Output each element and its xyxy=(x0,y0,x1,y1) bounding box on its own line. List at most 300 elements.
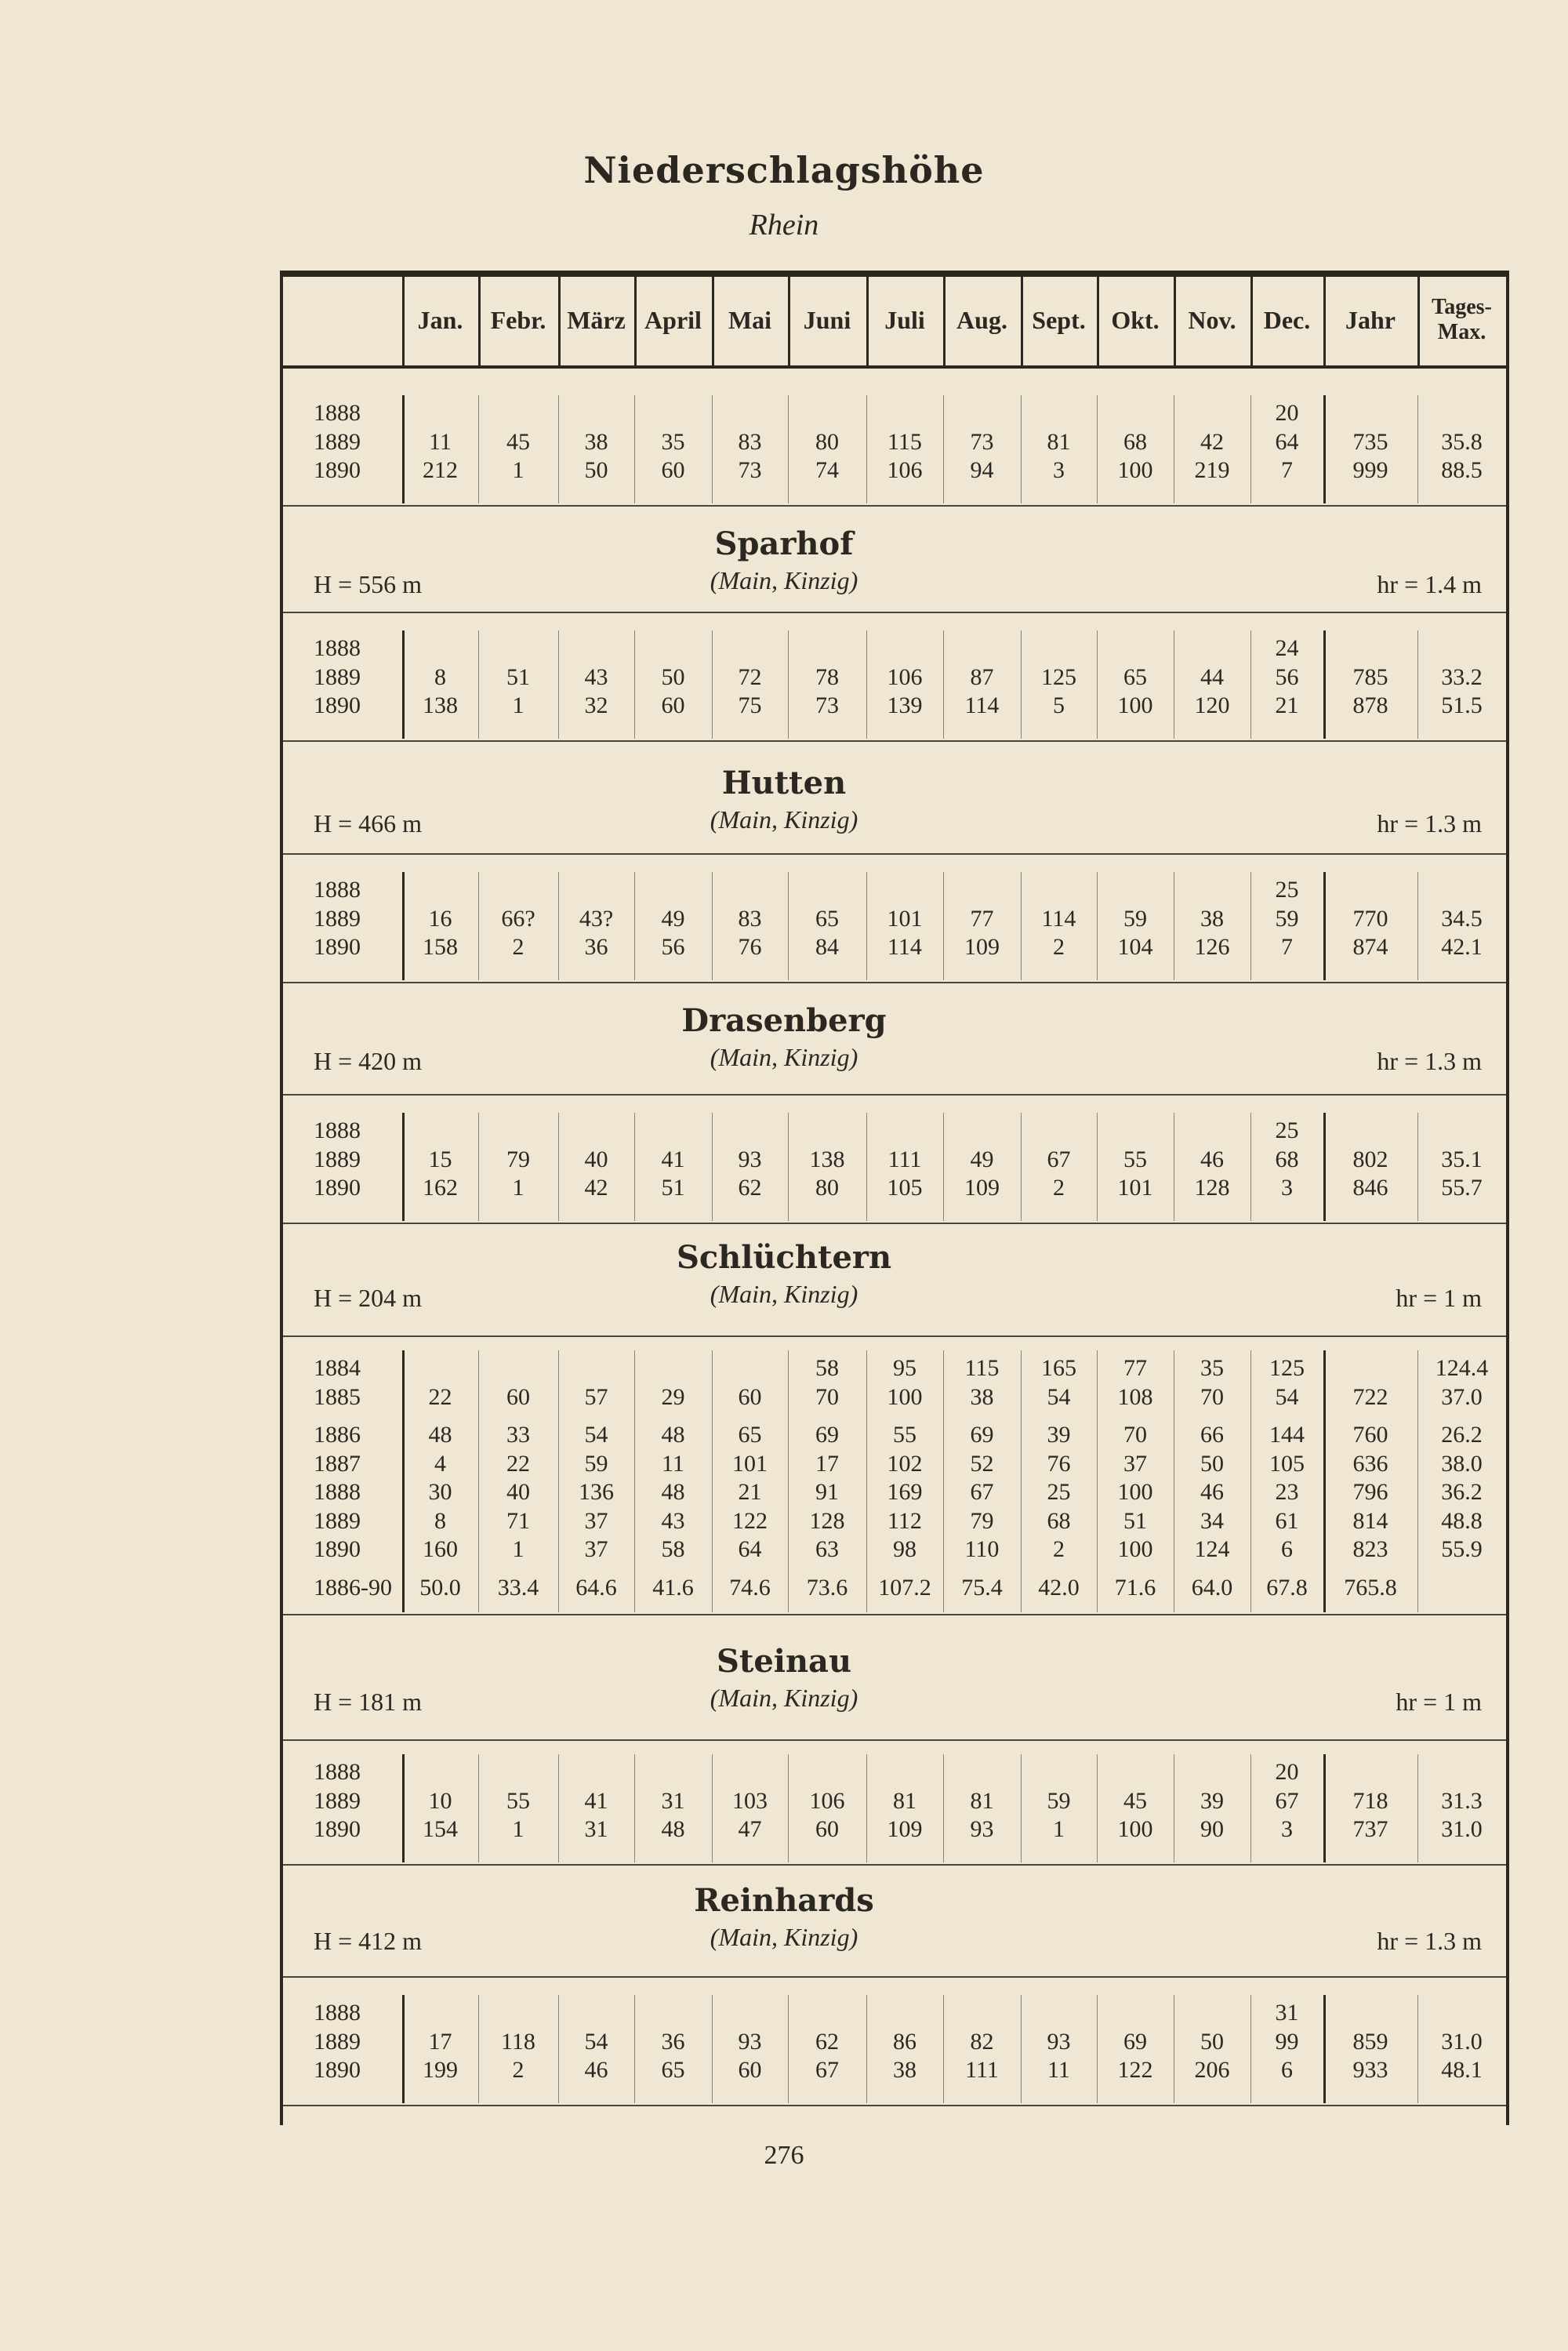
table-cell: 26.2 xyxy=(1441,1422,1483,1448)
table-cell: 2 xyxy=(1053,1536,1065,1562)
row-year: 1888 xyxy=(314,2000,361,2026)
header-top-rule xyxy=(283,274,1506,277)
section-rule xyxy=(283,1739,1506,1741)
table-cell: 64 xyxy=(1275,428,1299,455)
table-cell: 42 xyxy=(584,1175,608,1201)
table-cell: 81 xyxy=(970,1787,994,1814)
table-cell: 33.2 xyxy=(1441,663,1483,690)
table-cell: 16 xyxy=(428,905,452,932)
row-year: 1888 xyxy=(314,1117,361,1143)
table-cell: 60 xyxy=(661,457,685,483)
table-cell: 162 xyxy=(423,1175,458,1201)
station-name: Hutten xyxy=(721,765,847,801)
table-cell: 77 xyxy=(1123,1355,1147,1381)
table-cell: 81 xyxy=(893,1787,916,1814)
table-cell: 120 xyxy=(1194,692,1230,718)
table-cell: 112 xyxy=(887,1507,922,1534)
section-bottom-rule xyxy=(283,1614,1506,1615)
table-cell: 35 xyxy=(661,428,685,455)
table-cell: 76 xyxy=(1047,1450,1071,1477)
table-cell: 48 xyxy=(661,1422,685,1448)
table-cell: 33.4 xyxy=(497,1574,539,1601)
table-cell: 30 xyxy=(428,1479,452,1505)
table-cell: 51.5 xyxy=(1441,692,1483,718)
table-cell: 8 xyxy=(434,1507,446,1534)
row-year: 1890 xyxy=(314,934,361,960)
table-cell: 158 xyxy=(423,934,458,960)
section-rule xyxy=(283,1335,1506,1337)
table-cell: 109 xyxy=(887,1816,923,1842)
station-name: Sparhof xyxy=(714,525,854,562)
table-cell: 11 xyxy=(1047,2057,1070,2083)
table-cell: 75.4 xyxy=(961,1574,1003,1601)
table-cell: 50 xyxy=(584,457,608,483)
table-cell: 122 xyxy=(1117,2057,1153,2083)
station-name: Schlüchtern xyxy=(676,1239,892,1276)
table-cell: 50 xyxy=(1200,2028,1224,2055)
table-cell: 69 xyxy=(1123,2028,1147,2055)
gauge-height: hr = 1.3 m xyxy=(1377,1927,1482,1955)
table-cell: 40 xyxy=(584,1146,608,1172)
table-cell: 41.6 xyxy=(652,1574,694,1601)
table-cell: 59 xyxy=(1275,905,1299,932)
table-cell: 67 xyxy=(970,1479,994,1505)
column-header: Mai xyxy=(728,306,772,334)
table-cell: 22 xyxy=(428,1383,452,1410)
table-cell: 3 xyxy=(1281,1816,1293,1842)
row-year: 1890 xyxy=(314,1536,361,1562)
table-cell: 45 xyxy=(506,428,530,455)
table-cell: 31.0 xyxy=(1441,1816,1483,1842)
table-cell: 55 xyxy=(1123,1146,1147,1172)
gauge-height: hr = 1.3 m xyxy=(1377,1047,1482,1075)
table-cell: 6 xyxy=(1281,1536,1293,1562)
table-cell: 67 xyxy=(1047,1146,1071,1172)
table-cell: 60 xyxy=(738,1383,762,1410)
table-cell: 1 xyxy=(512,692,524,718)
table-cell: 11 xyxy=(662,1450,684,1477)
table-cell: 65 xyxy=(815,905,839,932)
table-cell: 101 xyxy=(887,905,923,932)
table-cell: 74.6 xyxy=(729,1574,771,1601)
table-cell: 1 xyxy=(512,1816,524,1842)
table-cell: 760 xyxy=(1352,1422,1388,1448)
table-cell: 54 xyxy=(584,2028,608,2055)
table-cell: 6 xyxy=(1281,2057,1293,2083)
table-cell: 31 xyxy=(661,1787,685,1814)
table-cell: 48 xyxy=(661,1816,685,1842)
section-rule xyxy=(283,612,1506,613)
table-cell: 43? xyxy=(579,905,614,932)
table-cell: 125 xyxy=(1269,1355,1305,1381)
table-cell: 67 xyxy=(815,2057,839,2083)
column-header: Jahr xyxy=(1345,306,1396,334)
row-year: 1889 xyxy=(314,1146,361,1172)
table-cell: 770 xyxy=(1352,905,1388,932)
table-cell: 859 xyxy=(1352,2028,1388,2055)
table-cell: 128 xyxy=(809,1507,845,1534)
table-cell: 38.0 xyxy=(1441,1450,1483,1477)
table-cell: 23 xyxy=(1275,1479,1299,1505)
table-cell: 111 xyxy=(887,1146,922,1172)
table-cell: 109 xyxy=(964,1175,1000,1201)
table-cell: 45 xyxy=(1123,1787,1147,1814)
table-cell: 55.9 xyxy=(1441,1536,1483,1562)
table-cell: 48.8 xyxy=(1441,1507,1483,1534)
table-cell: 56 xyxy=(661,934,685,960)
table-cell: 38 xyxy=(1200,905,1224,932)
table-cell: 2 xyxy=(512,934,524,960)
section-bottom-rule xyxy=(283,740,1506,742)
row-year: 1889 xyxy=(314,428,361,455)
table-cell: 98 xyxy=(893,1536,916,1562)
row-year: 1890 xyxy=(314,2057,361,2083)
section-rule xyxy=(283,1976,1506,1978)
table-cell: 199 xyxy=(423,2057,458,2083)
table-cell: 138 xyxy=(423,692,458,718)
table-cell: 735 xyxy=(1352,428,1388,455)
table-cell: 42.1 xyxy=(1441,934,1483,960)
table-cell: 115 xyxy=(887,428,922,455)
column-header: Juni xyxy=(803,306,851,334)
table-cell: 63 xyxy=(815,1536,839,1562)
page-title: Niederschlagshöhe xyxy=(583,149,985,191)
table-cell: 55 xyxy=(506,1787,530,1814)
table-cell: 70 xyxy=(1200,1383,1224,1410)
header-bottom-rule xyxy=(283,365,1506,369)
table-cell: 37 xyxy=(584,1536,608,1562)
row-year: 1889 xyxy=(314,2028,361,2055)
table-cell: 94 xyxy=(970,457,994,483)
table-cell: 60 xyxy=(738,2057,762,2083)
row-year: 1889 xyxy=(314,1507,361,1534)
column-header-max-line1: Tages- xyxy=(1432,295,1492,319)
table-cell: 83 xyxy=(738,905,762,932)
row-year: 1889 xyxy=(314,1787,361,1814)
table-cell: 43 xyxy=(661,1507,685,1534)
table-cell: 212 xyxy=(423,457,458,483)
table-cell: 37.0 xyxy=(1441,1383,1483,1410)
table-cell: 802 xyxy=(1352,1146,1388,1172)
table-cell: 125 xyxy=(1041,663,1076,690)
table-cell: 1 xyxy=(512,1536,524,1562)
table-cell: 114 xyxy=(964,692,1000,718)
table-cell: 40 xyxy=(506,1479,530,1505)
table-cell: 5 xyxy=(1053,692,1065,718)
section-bottom-rule xyxy=(283,982,1506,983)
table-cell: 846 xyxy=(1352,1175,1388,1201)
table-cell: 71.6 xyxy=(1114,1574,1156,1601)
table-cell: 1 xyxy=(512,1175,524,1201)
station-river: (Main, Kinzig) xyxy=(710,805,858,834)
table-cell: 3 xyxy=(1281,1175,1293,1201)
gauge-height: hr = 1.4 m xyxy=(1377,570,1482,598)
table-cell: 785 xyxy=(1352,663,1388,690)
table-cell: 765.8 xyxy=(1344,1574,1397,1601)
table-cell: 33 xyxy=(506,1422,530,1448)
table-cell: 2 xyxy=(512,2057,524,2083)
table-cell: 73 xyxy=(815,692,839,718)
table-cell: 107.2 xyxy=(878,1574,931,1601)
table-cell: 169 xyxy=(887,1479,923,1505)
table-cell: 21 xyxy=(1275,692,1299,718)
table-cell: 51 xyxy=(1123,1507,1147,1534)
table-cell: 99 xyxy=(1275,2028,1299,2055)
table-cell: 59 xyxy=(584,1450,608,1477)
section-bottom-rule xyxy=(283,1223,1506,1224)
column-header: Juli xyxy=(884,306,925,334)
table-cell: 66? xyxy=(501,905,535,932)
table-cell: 206 xyxy=(1194,2057,1230,2083)
column-header: Okt. xyxy=(1111,306,1160,334)
table-cell: 78 xyxy=(815,663,839,690)
table-cell: 100 xyxy=(1117,692,1153,718)
table-cell: 65 xyxy=(1123,663,1147,690)
table-cell: 64 xyxy=(738,1536,762,1562)
table-cell: 105 xyxy=(887,1175,923,1201)
header-divider xyxy=(1417,276,1420,365)
table-cell: 7 xyxy=(1281,457,1293,483)
table-cell: 36 xyxy=(584,934,608,960)
row-year: 1890 xyxy=(314,1816,361,1842)
row-year: 1888 xyxy=(314,400,361,426)
table-cell: 124.4 xyxy=(1435,1355,1489,1381)
table-cell: 101 xyxy=(732,1450,768,1477)
table-cell: 77 xyxy=(970,905,994,932)
gauge-height: hr = 1 m xyxy=(1396,1284,1482,1312)
table-cell: 39 xyxy=(1047,1422,1071,1448)
column-header: Aug. xyxy=(956,306,1007,334)
table-cell: 60 xyxy=(815,1816,839,1842)
table-cell: 73 xyxy=(738,457,762,483)
table-cell: 35.1 xyxy=(1441,1146,1483,1172)
table-cell: 8 xyxy=(434,663,446,690)
table-cell: 76 xyxy=(738,934,762,960)
table-cell: 115 xyxy=(964,1355,1000,1381)
table-cell: 52 xyxy=(970,1450,994,1477)
table-cell: 109 xyxy=(964,934,1000,960)
table-cell: 65 xyxy=(738,1422,762,1448)
table-cell: 65 xyxy=(661,2057,685,2083)
table-cell: 51 xyxy=(506,663,530,690)
column-header: Sept. xyxy=(1032,306,1086,334)
table-cell: 1 xyxy=(1053,1816,1065,1842)
table-cell: 722 xyxy=(1352,1383,1388,1410)
table-cell: 68 xyxy=(1047,1507,1071,1534)
table-cell: 219 xyxy=(1194,457,1230,483)
table-cell: 105 xyxy=(1269,1450,1305,1477)
table-cell: 36.2 xyxy=(1441,1479,1483,1505)
table-cell: 165 xyxy=(1041,1355,1076,1381)
table-cell: 93 xyxy=(738,1146,762,1172)
table-cell: 86 xyxy=(893,2028,916,2055)
row-year: 1889 xyxy=(314,905,361,932)
column-header: Dec. xyxy=(1263,306,1311,334)
section-rule xyxy=(283,1094,1506,1096)
table-cell: 122 xyxy=(732,1507,768,1534)
table-cell: 58 xyxy=(661,1536,685,1562)
table-cell: 111 xyxy=(965,2057,999,2083)
table-cell: 41 xyxy=(661,1146,685,1172)
table-cell: 67.8 xyxy=(1266,1574,1308,1601)
table-cell: 22 xyxy=(506,1450,530,1477)
station-name: Reinhards xyxy=(694,1882,874,1919)
row-year: 1887 xyxy=(314,1450,361,1477)
table-cell: 39 xyxy=(1200,1787,1224,1814)
table-cell: 70 xyxy=(1123,1422,1147,1448)
table-cell: 25 xyxy=(1275,877,1299,903)
table-cell: 90 xyxy=(1200,1816,1224,1842)
table-cell: 49 xyxy=(970,1146,994,1172)
table-cell: 20 xyxy=(1275,1759,1299,1785)
table-cell: 34 xyxy=(1200,1507,1224,1534)
table-cell: 70 xyxy=(815,1383,839,1410)
table-cell: 106 xyxy=(887,457,923,483)
table-cell: 56 xyxy=(1275,663,1299,690)
table-cell: 44 xyxy=(1200,663,1224,690)
table-cell: 104 xyxy=(1117,934,1153,960)
table-cell: 73.6 xyxy=(806,1574,848,1601)
row-year: 1885 xyxy=(314,1383,361,1410)
row-year: 1890 xyxy=(314,692,361,718)
table-cell: 31.3 xyxy=(1441,1787,1483,1814)
table-cell: 54 xyxy=(1047,1383,1071,1410)
table-cell: 74 xyxy=(815,457,839,483)
table-cell: 82 xyxy=(970,2028,994,2055)
table-cell: 999 xyxy=(1352,457,1388,483)
table-cell: 93 xyxy=(1047,2028,1071,2055)
row-year: 1890 xyxy=(314,1175,361,1201)
table-cell: 73 xyxy=(970,428,994,455)
station-name: Drasenberg xyxy=(681,1002,887,1039)
table-cell: 110 xyxy=(964,1536,1000,1562)
station-elevation: H = 412 m xyxy=(314,1927,423,1955)
section-rule xyxy=(283,853,1506,855)
table-cell: 71 xyxy=(506,1507,530,1534)
table-cell: 61 xyxy=(1275,1507,1299,1534)
table-cell: 54 xyxy=(1275,1383,1299,1410)
table-cell: 84 xyxy=(815,934,839,960)
station-elevation: H = 204 m xyxy=(314,1284,423,1312)
table-cell: 38 xyxy=(584,428,608,455)
table-cell: 37 xyxy=(1123,1450,1147,1477)
table-cell: 57 xyxy=(584,1383,608,1410)
table-cell: 144 xyxy=(1269,1422,1305,1448)
gauge-height: hr = 1.3 m xyxy=(1377,809,1482,838)
table-cell: 31.0 xyxy=(1441,2028,1483,2055)
table-cell: 42.0 xyxy=(1038,1574,1080,1601)
table-cell: 103 xyxy=(732,1787,768,1814)
station-elevation: H = 556 m xyxy=(314,570,423,598)
table-cell: 25 xyxy=(1275,1117,1299,1143)
row-year: 1889 xyxy=(314,663,361,690)
table-cell: 138 xyxy=(809,1146,845,1172)
table-cell: 36 xyxy=(661,2028,685,2055)
table-cell: 42 xyxy=(1200,428,1224,455)
table-cell: 1 xyxy=(512,457,524,483)
table-cell: 118 xyxy=(501,2028,535,2055)
table-cell: 69 xyxy=(815,1422,839,1448)
table-cell: 79 xyxy=(506,1146,530,1172)
table-cell: 48 xyxy=(661,1479,685,1505)
table-cell: 38 xyxy=(970,1383,994,1410)
station-elevation: H = 420 m xyxy=(314,1047,423,1075)
table-cell: 17 xyxy=(428,2028,452,2055)
table-cell: 24 xyxy=(1275,635,1299,661)
table-cell: 66 xyxy=(1200,1422,1224,1448)
table-cell: 100 xyxy=(887,1383,923,1410)
table-cell: 60 xyxy=(661,692,685,718)
table-cell: 10 xyxy=(428,1787,452,1814)
table-cell: 80 xyxy=(815,428,839,455)
table-cell: 46 xyxy=(1200,1479,1224,1505)
table-cell: 83 xyxy=(738,428,762,455)
row-year: 1888 xyxy=(314,1759,361,1785)
table-cell: 72 xyxy=(738,663,762,690)
section-bottom-rule xyxy=(283,1864,1506,1866)
table-cell: 80 xyxy=(815,1175,839,1201)
table-cell: 114 xyxy=(1041,905,1076,932)
table-cell: 2 xyxy=(1053,934,1065,960)
table-cell: 50.0 xyxy=(419,1574,461,1601)
table-cell: 126 xyxy=(1194,934,1230,960)
table-cell: 59 xyxy=(1123,905,1147,932)
table-cell: 878 xyxy=(1352,692,1388,718)
table-cell: 11 xyxy=(429,428,452,455)
table-cell: 32 xyxy=(584,692,608,718)
page-subtitle: Rhein xyxy=(749,209,819,242)
column-header: Febr. xyxy=(490,306,546,334)
table-cell: 25 xyxy=(1047,1479,1071,1505)
table-cell: 55.7 xyxy=(1441,1175,1483,1201)
table-cell: 100 xyxy=(1117,457,1153,483)
row-year: 1888 xyxy=(314,635,361,661)
row-year: 1890 xyxy=(314,457,361,483)
table-cell: 88.5 xyxy=(1441,457,1483,483)
table-cell: 62 xyxy=(815,2028,839,2055)
row-year: 1884 xyxy=(314,1355,361,1381)
table-cell: 50 xyxy=(661,663,685,690)
table-cell: 81 xyxy=(1047,428,1071,455)
section-bottom-rule xyxy=(283,2105,1506,2106)
table-cell: 108 xyxy=(1117,1383,1153,1410)
station-river: (Main, Kinzig) xyxy=(710,1684,858,1712)
table-cell: 4 xyxy=(434,1450,446,1477)
table-cell: 62 xyxy=(738,1175,762,1201)
table-cell: 64.6 xyxy=(575,1574,617,1601)
column-header: April xyxy=(644,306,702,334)
table-cell: 7 xyxy=(1281,934,1293,960)
table-cell: 35 xyxy=(1200,1355,1224,1381)
table-cell: 37 xyxy=(584,1507,608,1534)
table-cell: 718 xyxy=(1352,1787,1388,1814)
table-cell: 51 xyxy=(661,1175,685,1201)
station-elevation: H = 181 m xyxy=(314,1688,423,1716)
table-cell: 814 xyxy=(1352,1507,1388,1534)
table-cell: 46 xyxy=(584,2057,608,2083)
row-year: 1888 xyxy=(314,1479,361,1505)
station-river: (Main, Kinzig) xyxy=(710,1280,858,1308)
table-cell: 68 xyxy=(1275,1146,1299,1172)
station-elevation: H = 466 m xyxy=(314,809,423,838)
table-cell: 59 xyxy=(1047,1787,1071,1814)
table-cell: 79 xyxy=(970,1507,994,1534)
table-cell: 2 xyxy=(1053,1175,1065,1201)
page-number: 276 xyxy=(764,2141,804,2170)
table-cell: 68 xyxy=(1123,428,1147,455)
table-cell: 35.8 xyxy=(1441,428,1483,455)
table-cell: 3 xyxy=(1053,457,1065,483)
